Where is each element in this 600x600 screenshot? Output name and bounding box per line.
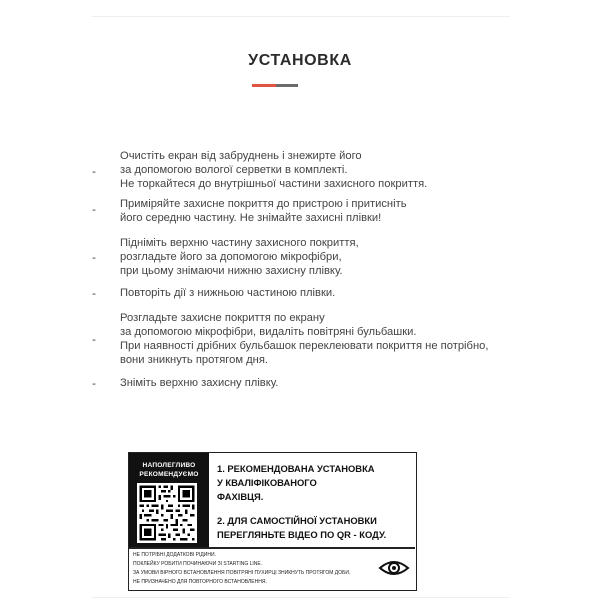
page-title: УСТАНОВКА (248, 52, 352, 69)
point-1-line-2: У КВАЛІФІКОВАНОГО (217, 477, 317, 488)
step-bullet: - (92, 251, 96, 264)
point-1-line-1: 1. РЕКОМЕНДОВАНА УСТАНОВКА (217, 463, 375, 474)
card-divider (129, 547, 415, 549)
step-4-line-1: Повторіть дії з нижньою частиною плівки. (120, 287, 336, 299)
step-bullet: - (92, 203, 96, 216)
step-1-line-2: за допомогою вологої серветки в комплекті. (120, 164, 348, 176)
installation-card (128, 452, 417, 591)
note-1: НЕ ПОТРІБНІ ДОДАТКОВІ РІДИНИ. (133, 552, 216, 558)
note-2: ПОКЛЕЙКУ РОБИТИ ПОЧИНАЮЧИ ЗІ STARTING LINE. (133, 561, 263, 567)
note-4: НЕ ПРИЗНАЧЕНО ДЛЯ ПОВТОРНОГО ВСТАНОВЛЕННЯ. (133, 579, 267, 585)
step-2-line-2: його середню частину. Не знімайте захисні плівки! (120, 212, 382, 224)
step-3-line-3: при цьому знімаючи нижню захисну плівку. (120, 265, 343, 277)
step-6-line-1: Зніміть верхню захисну плівку. (120, 377, 279, 389)
bottom-divider (92, 597, 510, 598)
recommend-text-panel (209, 453, 415, 547)
accent-red-segment (252, 84, 276, 87)
step-5-line-1: Розгладьте захисне покриття по екрану (120, 312, 325, 324)
top-divider (92, 16, 510, 17)
recommend-line-1: НАПОЛЕГЛИВО (142, 462, 196, 469)
eye-icon (377, 553, 411, 583)
step-2-line-1: Приміряйте захисне покриття до пристрою і притисніть (120, 198, 407, 210)
note-3: ЗА УМОВИ ВІРНОГО ВСТАНОВЛЕННЯ ПОВІТРЯНІ ПУХИРЦІ ЗНИКНУТЬ ПРОТЯГОМ ДОБИ. (133, 570, 351, 576)
step-5-line-3: При наявності дрібних бульбашок переклеювати покриття не потрібно, (120, 340, 489, 352)
step-1-line-3: Не торкайтеся до внутрішньої частини захисного покриття. (120, 178, 428, 190)
recommend-panel (129, 453, 209, 547)
point-1-line-3: ФАХІВЦЯ. (217, 491, 264, 502)
step-bullet: - (92, 333, 96, 346)
qr-code-icon[interactable] (137, 483, 197, 543)
step-5-line-4: вони зникнуть протягом дня. (120, 354, 269, 366)
accent-grey-segment (276, 84, 298, 87)
step-1-line-1: Очистіть екран від забруднень і знежирте його (120, 150, 362, 162)
step-5-line-2: за допомогою мікрофібри, видаліть повітряні бульбашки. (120, 326, 417, 338)
point-2-line-2: ПЕРЕГЛЯНЬТЕ ВІДЕО ПО QR - КОДУ. (217, 529, 387, 540)
recommend-label (129, 461, 209, 479)
title-accent-bar (252, 84, 298, 87)
step-bullet: - (92, 287, 96, 300)
step-bullet: - (92, 377, 96, 390)
recommend-line-2: РЕКОМЕНДУЄМО (139, 471, 199, 478)
step-3-line-1: Підніміть верхню частину захисного покриття, (120, 237, 359, 249)
point-2-line-1: 2. ДЛЯ САМОСТІЙНОЇ УСТАНОВКИ (217, 515, 377, 526)
step-3-line-2: розгладьте його за допомогою мікрофібри, (120, 251, 342, 263)
step-bullet: - (92, 165, 96, 178)
